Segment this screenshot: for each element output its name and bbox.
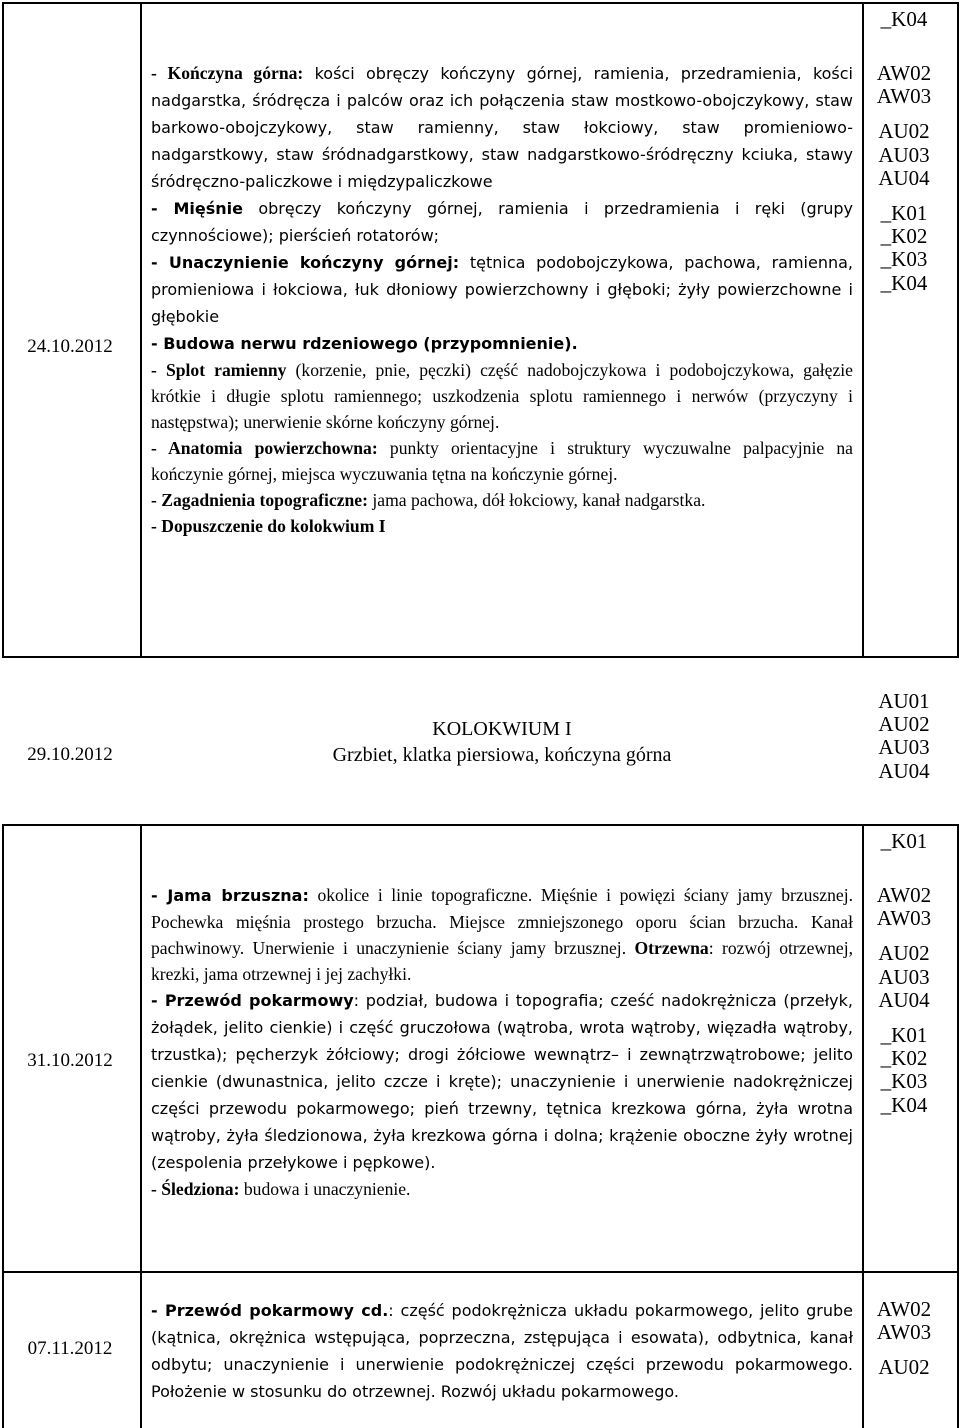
code-label: AU02 [878,712,930,737]
row-date: 29.10.2012 [27,744,113,765]
topic-text: : część podokrężnicza układu pokarmowego, jelito grube (kątnica, okrężnica wstępująca, poprzeczna, zstępująca i esowata), odbytnica, kanał odbytu; unaczynienie i unerwienie podokrężniczej części przewodu pokarmowego. Położenie w stosunku do otrzewnej. Rozwój układu pokarmowego. [151,1301,853,1401]
topic-paragraph [151,987,853,1176]
topic-paragraph [151,1176,853,1202]
code-label: AW02 [876,61,932,85]
topic-paragraph [151,330,853,357]
topic-text: (korzenie, pnie, pęczki) część nadobojczykowa i podobojczykowa, gałęzie krótkie i długie splotu ramiennego; uszkodzenia splotu ramiennego i nerwów (przyczyny i następstwa); unerwienie skórne kończyny górnej. [151,360,853,432]
row-content [151,716,853,768]
topic-paragraph [151,1297,853,1405]
row-divider [2,656,959,658]
code-label: AW03 [876,906,932,931]
exam-subtitle: Grzbiet, klatka piersiowa, kończyna górna [332,744,672,766]
row-date: 24.10.2012 [27,336,113,357]
code-label: AU02 [878,941,930,966]
topic-label: - Przewód pokarmowy [151,991,354,1010]
topic-label: - Anatomia powierzchowna: [151,438,378,458]
code-label: AU02 [878,119,930,144]
topic-paragraph [151,195,853,249]
topic-text: jama pachowa, dół łokciowy, kanał nadgarstka. [367,490,706,510]
code-label: AU04 [878,165,930,190]
topic-label: - Splot ramienny [151,360,287,380]
code-label: _K04 [880,1092,928,1117]
row-divider [2,1271,959,1273]
row-content [151,60,853,539]
code-label: _K02 [880,1046,928,1071]
code-label: AU03 [878,964,930,989]
code-label: _K03 [880,247,928,272]
topic-label: - Budowa nerwu rdzeniowego (przypomnienie). [151,334,578,353]
topic-label: - Jama brzuszna: [151,886,309,905]
code-label: _K02 [880,224,928,249]
row-codes [848,884,960,1117]
topic-label: - Przewód pokarmowy cd. [151,1301,389,1320]
topic-paragraph [151,249,853,330]
topic-label: - Unaczynienie kończyny górnej: [151,253,460,272]
topic-paragraph [151,435,853,487]
topic-label: Otrzewna [634,938,709,958]
topic-text: budowa i unaczynienie. [239,1179,411,1199]
code-label: _K01 [880,1023,928,1048]
topic-paragraph [151,882,853,987]
row-date: 31.10.2012 [27,1050,113,1071]
exam-title: KOLOKWIUM I [432,718,572,740]
topic-text: kości obręczy kończyny górnej, ramienia, przedramienia, kości nadgarstka, śródręcza i palców oraz ich połączenia staw mostkowo-obojczykowy, staw barkowo-obojczykowy, staw ramienny, staw łokciowy, staw promieniowo-nadgarstkowy, staw śródnadgarstkowy, staw nadgarstkowo-śródręczny kciuka, stawy śródręczno-paliczkowe i międzypaliczkowe [151,64,854,191]
row-date: 07.11.2012 [27,1338,113,1359]
topic-text: obręczy kończyny górnej, ramienia i przedramienia i ręki (grupy czynnościowe); pierścień rotatorów; [151,199,854,245]
code-label: AW02 [876,883,932,907]
topic-paragraph [151,513,853,539]
topic-text: : rozwój otrzewnej, krezki, jama otrzewnej i jej zachyłki. [151,938,853,984]
table-border-top [2,2,959,4]
column-divider [140,2,142,656]
topic-label: - Dopuszczenie do kolokwium I [151,516,386,536]
row-content [151,1297,853,1405]
row-content [151,882,853,1202]
code-label: _K01 [880,201,928,226]
topic-paragraph [151,357,853,435]
code-label: _K03 [880,1069,928,1094]
topic-text: punkty orientacyjne i struktury wyczuwalne palpacyjnie na kończynie górnej, miejsca wyczuwania tętna na kończynie górnej. [151,438,853,484]
column-divider [140,1271,142,1428]
column-divider [140,824,142,1271]
row-codes [848,62,960,295]
code-label: AW03 [876,84,932,109]
row-codes [848,690,960,783]
topic-label: - Mięśnie [151,199,243,218]
row-codes-top [848,830,960,853]
topic-paragraph [151,60,853,195]
topic-text: tętnica podobojczykowa, pachowa, ramienna, promieniowa i łokciowa, łuk dłoniowy powierzchowny i głęboki; żyły powierzchowne i głębokie [151,253,853,326]
row-codes [848,1298,960,1380]
column-divider [2,824,4,1271]
row-codes-top [848,8,960,31]
code-label: AU04 [878,987,930,1012]
code-label: _K04 [880,270,928,295]
code-label: AU02 [878,1355,930,1380]
topic-text: : podział, budowa i topografia; cześć nadokrężnicza (przełyk, żołądek, jelito cienkie) i część gruczołowa (wątroba, wrota wątroby, więzadła wątroby, trzustka); pęcherzyk żółciowy; drogi żółciowe wewnątrz– i zewnątrzwątrobowe; jelito cienkie (dwunastnica, jelito czcze i kręte); unaczynienie i unerwienie nadokrężniczej części przewodu pokarmowego; pień trzewny, tętnica krezkowa górna, żyła wrotna wątroby, żyła śledzionowa, żyła krezkowa górna i dolna; krążenie oboczne żyły wrotnej (zespolenia przełykowe i pępkowe). [151,991,854,1172]
code-label: AU04 [878,758,930,783]
code-label: _K01 [880,829,928,853]
topic-paragraph [151,487,853,513]
row-divider [2,824,959,826]
column-divider [2,2,4,656]
code-label: AU03 [878,142,930,167]
topic-text: okolice i linie topograficzne. Mięśnie i powięzi ściany jamy brzusznej. Pochewka mięśnia prostego brzucha. Miejsce zmniejszonego oporu ścian brzucha. Kanał pachwinowy. Unerwienie i unaczynienie ściany jamy brzusznej. [151,885,853,958]
code-label: _K04 [880,7,928,31]
code-label: AU03 [878,735,930,760]
topic-label: - Kończyna górna: [151,63,304,83]
code-label: AU01 [878,689,930,713]
code-label: AW03 [876,1320,932,1345]
code-label: AW02 [876,1297,932,1321]
topic-label: - Zagadnienia topograficzne: [151,490,368,510]
topic-label: - Śledziona: [151,1179,240,1199]
